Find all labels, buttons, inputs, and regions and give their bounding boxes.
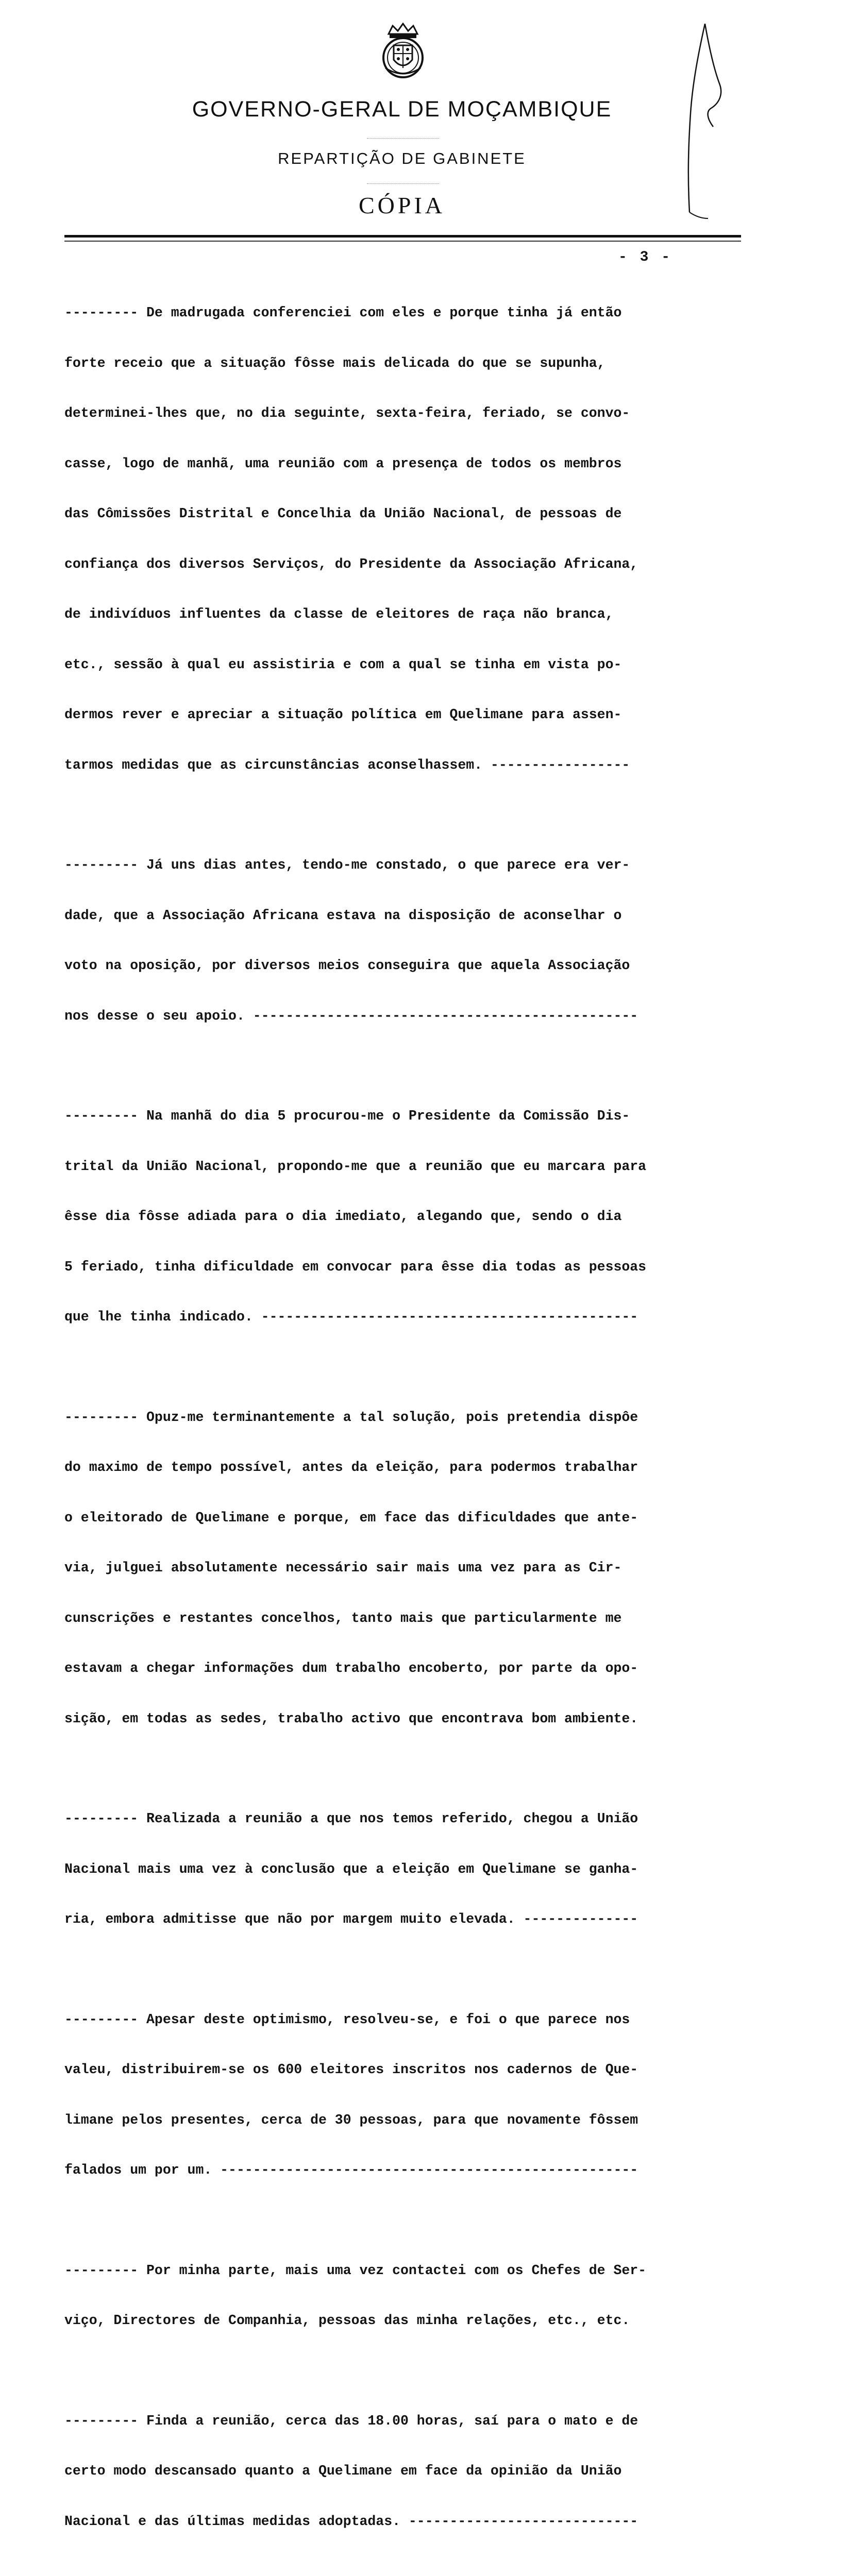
text-line: --------- Opuz-me terminantemente a tal solução, pois pretendia dispôe (64, 1409, 638, 1425)
text-line: limane pelos presentes, cerca de 30 pessoas, para que novamente fôssem (64, 2112, 638, 2128)
text-line: 5 feriado, tinha dificuldade em convocar para êsse dia todas as pessoas (64, 1259, 647, 1275)
text-line: --------- De madrugada conferenciei com eles e porque tinha já então (64, 305, 622, 320)
paragraph (64, 2379, 801, 2564)
text-line: dade, que a Associação Africana estava na disposição de aconselhar o (64, 907, 622, 923)
text-line: --------- Apesar deste optimismo, resolveu-se, e foi o que parece nos (64, 2011, 630, 2027)
text-line: de indivíduos influentes da classe de eleitores de raça não branca, (64, 606, 614, 622)
header-title: GOVERNO-GERAL DE MOÇAMBIQUE (192, 97, 612, 122)
text-line: certo modo descansado quanto a Quelimane em face da opinião da União (64, 2463, 622, 2479)
text-line: --------- Já uns dias antes, tendo-me constado, o que parece era ver- (64, 857, 630, 873)
text-line: Nacional mais uma vez à conclusão que a eleição em Quelimane se ganha- (64, 1861, 638, 1877)
text-line: confiança dos diversos Serviços, do Presidente da Associação Africana, (64, 556, 638, 572)
text-line: falados um por um. --------------------------------------------------- (64, 2162, 638, 2178)
paragraph (64, 271, 801, 807)
text-line: via, julguei absolutamente necessário sair mais uma vez para as Cir- (64, 1560, 622, 1575)
text-line: voto na oposição, por diversos meios conseguira que aquela Associação (64, 958, 630, 973)
text-line: estavam a chegar informações dum trabalho encoberto, por parte da opo- (64, 1660, 638, 1676)
header-rule-thin (64, 241, 741, 242)
handwritten-mark-icon (670, 21, 732, 222)
text-line: cunscrições e restantes concelhos, tanto mais que particularmente me (64, 1610, 622, 1626)
dotted-divider (367, 183, 439, 184)
paragraph (64, 2229, 801, 2363)
text-line: nos desse o seu apoio. ----------------------------------------------- (64, 1008, 638, 1024)
text-line: --------- Finda a reunião, cerca das 18.00 horas, saí para o mato e de (64, 2413, 638, 2429)
text-line: trital da União Nacional, propondo-me que a reunião que eu marcara para (64, 1158, 647, 1174)
text-line: viço, Directores de Companhia, pessoas das minha relações, etc., etc. (64, 2313, 630, 2328)
text-line: do maximo de tempo possível, antes da eleição, para podermos trabalhar (64, 1460, 638, 1475)
text-line: --------- Realizada a reunião a que nos temos referido, chegou a União (64, 1811, 638, 1826)
text-line: Nacional e das últimas medidas adoptadas. ---------------------------- (64, 2513, 638, 2529)
page-number: - 3 - (618, 249, 672, 265)
text-line: casse, logo de manhã, uma reunião com a presença de todos os membros (64, 455, 622, 471)
text-line: --------- Na manhã do dia 5 procurou-me o Presidente da Comissão Dis- (64, 1108, 630, 1124)
text-line: ria, embora admitisse que não por margem muito elevada. -------------- (64, 1911, 638, 1927)
header-subtitle: REPARTIÇÃO DE GABINETE (278, 149, 526, 167)
text-line: êsse dia fôsse adiada para o dia imediato, alegando que, sendo o dia (64, 1209, 622, 1224)
header-rule (64, 235, 741, 238)
paragraph (64, 1376, 801, 1761)
paragraph (64, 823, 801, 1058)
letter-body (64, 271, 801, 2576)
text-line: tarmos medidas que as circunstâncias aconselhassem. ----------------- (64, 757, 630, 773)
text-line: o eleitorado de Quelimane e porque, em face das dificuldades que ante- (64, 1510, 638, 1526)
text-line: valeu, distribuirem-se os 600 eleitores inscritos nos cadernos de Que- (64, 2062, 638, 2077)
text-line: que lhe tinha indicado. ---------------------------------------------- (64, 1309, 638, 1325)
copy-label: CÓPIA (358, 192, 446, 218)
text-line: sição, em todas as sedes, trabalho activo que encontrava bom ambiente. (64, 1710, 638, 1726)
text-line: --------- Por minha parte, mais uma vez contactei com os Chefes de Ser- (64, 2262, 647, 2278)
text-line: etc., sessão à qual eu assistiria e com a qual se tinha em vista po- (64, 656, 622, 672)
paragraph (64, 1777, 801, 1961)
text-line: das Cômissões Distrital e Concelhia da União Nacional, de pessoas de (64, 506, 622, 521)
paragraph (64, 1074, 801, 1359)
text-line: forte receio que a situação fôsse mais delicada do que se supunha, (64, 355, 605, 371)
coat-of-arms-icon (377, 21, 429, 80)
text-line: dermos rever e apreciar a situação política em Quelimane para assen- (64, 707, 622, 722)
text-line: determinei-lhes que, no dia seguinte, sexta-feira, feriado, se convo- (64, 405, 630, 421)
dotted-divider (367, 138, 439, 139)
paragraph (64, 1978, 801, 2212)
